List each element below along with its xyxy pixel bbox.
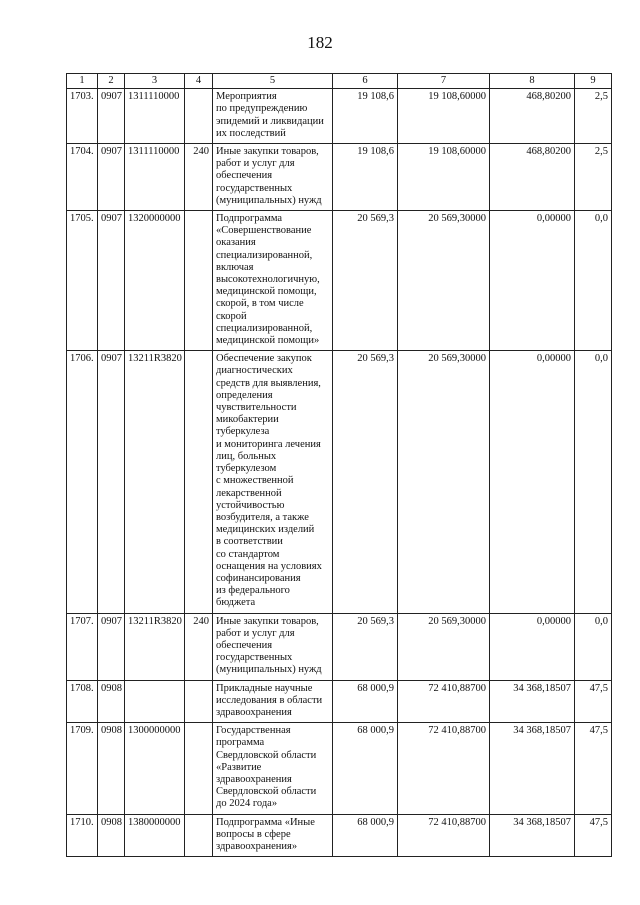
expense-type-code: [185, 723, 213, 814]
value-col-6: 20 569,3: [333, 211, 398, 351]
item-name: Подпрограмма «Иные вопросы в сфере здравоохранения»: [213, 814, 333, 857]
header-col-8: 8: [490, 74, 575, 89]
value-col-9: 2,5: [575, 144, 612, 211]
value-col-8: 34 368,18507: [490, 680, 575, 723]
table-row: [67, 814, 612, 857]
header-col-7: 7: [398, 74, 490, 89]
item-name: Иные закупки товаров, работ и услуг для обеспечения государственных (муниципальных) нужд: [213, 144, 333, 211]
expense-type-code: [185, 814, 213, 857]
value-col-8: 0,00000: [490, 613, 575, 680]
value-col-8: 34 368,18507: [490, 723, 575, 814]
item-name: Иные закупки товаров, работ и услуг для обеспечения государственных (муниципальных) нужд: [213, 613, 333, 680]
header-col-6: 6: [333, 74, 398, 89]
header-col-1: 1: [67, 74, 98, 89]
section-code: 0908: [98, 680, 125, 723]
value-col-8: 34 368,18507: [490, 814, 575, 857]
value-col-6: 20 569,3: [333, 351, 398, 613]
target-article-code: 1311110000: [125, 89, 185, 144]
section-code: 0907: [98, 144, 125, 211]
column-number-row: [67, 74, 612, 89]
expense-type-code: [185, 680, 213, 723]
table-row: [67, 723, 612, 814]
target-article-code: 13211R3820: [125, 613, 185, 680]
value-col-6: 68 000,9: [333, 723, 398, 814]
value-col-8: 0,00000: [490, 211, 575, 351]
value-col-9: 47,5: [575, 680, 612, 723]
value-col-6: 19 108,6: [333, 89, 398, 144]
value-col-7: 20 569,30000: [398, 211, 490, 351]
expense-type-code: [185, 89, 213, 144]
section-code: 0908: [98, 723, 125, 814]
value-col-7: 20 569,30000: [398, 613, 490, 680]
budget-table: [66, 73, 612, 857]
header-col-4: 4: [185, 74, 213, 89]
row-number: 1706.: [67, 351, 98, 613]
value-col-8: 468,80200: [490, 144, 575, 211]
item-name: Подпрограмма «Совершенствование оказания специализированной, включая высокотехнологичную, медицинской помощи, скорой, в том числе скорой специализированной, медицинской помощи»: [213, 211, 333, 351]
page-number: 182: [307, 33, 333, 52]
table-row: [67, 144, 612, 211]
expense-type-code: 240: [185, 144, 213, 211]
target-article-code: 1320000000: [125, 211, 185, 351]
item-name: Обеспечение закупок диагностических средств для выявления, определения чувствительности микобактерии туберкулеза и мониторинга лечения лиц, больных туберкулезом с множественной лекарственной устойчивостью возбудителя, а также медицинских изделий в соответствии со стандартом оснащения на условиях софинансирования из федерального бюджета: [213, 351, 333, 613]
value-col-9: 2,5: [575, 89, 612, 144]
value-col-8: 468,80200: [490, 89, 575, 144]
expense-type-code: [185, 351, 213, 613]
header-col-5: 5: [213, 74, 333, 89]
section-code: 0907: [98, 351, 125, 613]
item-name: Прикладные научные исследования в области здравоохранения: [213, 680, 333, 723]
value-col-9: 0,0: [575, 211, 612, 351]
value-col-7: 72 410,88700: [398, 814, 490, 857]
table-row: [67, 211, 612, 351]
header-col-9: 9: [575, 74, 612, 89]
section-code: 0907: [98, 89, 125, 144]
section-code: 0907: [98, 613, 125, 680]
target-article-code: 1300000000: [125, 723, 185, 814]
value-col-6: 68 000,9: [333, 814, 398, 857]
table-row: [67, 351, 612, 613]
value-col-7: 19 108,60000: [398, 89, 490, 144]
section-code: 0907: [98, 211, 125, 351]
value-col-6: 19 108,6: [333, 144, 398, 211]
header-col-3: 3: [125, 74, 185, 89]
header-col-2: 2: [98, 74, 125, 89]
row-number: 1710.: [67, 814, 98, 857]
table-row: [67, 89, 612, 144]
row-number: 1705.: [67, 211, 98, 351]
section-code: 0908: [98, 814, 125, 857]
item-name: Мероприятия по предупреждению эпидемий и ликвидации их последствий: [213, 89, 333, 144]
value-col-7: 72 410,88700: [398, 723, 490, 814]
value-col-8: 0,00000: [490, 351, 575, 613]
value-col-9: 47,5: [575, 814, 612, 857]
row-number: 1709.: [67, 723, 98, 814]
target-article-code: 1311110000: [125, 144, 185, 211]
table-row: [67, 613, 612, 680]
value-col-7: 72 410,88700: [398, 680, 490, 723]
target-article-code: 13211R3820: [125, 351, 185, 613]
value-col-9: 0,0: [575, 613, 612, 680]
row-number: 1704.: [67, 144, 98, 211]
target-article-code: 1380000000: [125, 814, 185, 857]
item-name: Государственная программа Свердловской области «Развитие здравоохранения Свердловской области до 2024 года»: [213, 723, 333, 814]
value-col-9: 0,0: [575, 351, 612, 613]
value-col-6: 68 000,9: [333, 680, 398, 723]
value-col-7: 19 108,60000: [398, 144, 490, 211]
expense-type-code: [185, 211, 213, 351]
row-number: 1703.: [67, 89, 98, 144]
expense-type-code: 240: [185, 613, 213, 680]
target-article-code: [125, 680, 185, 723]
value-col-9: 47,5: [575, 723, 612, 814]
row-number: 1707.: [67, 613, 98, 680]
value-col-7: 20 569,30000: [398, 351, 490, 613]
table-row: [67, 680, 612, 723]
value-col-6: 20 569,3: [333, 613, 398, 680]
row-number: 1708.: [67, 680, 98, 723]
